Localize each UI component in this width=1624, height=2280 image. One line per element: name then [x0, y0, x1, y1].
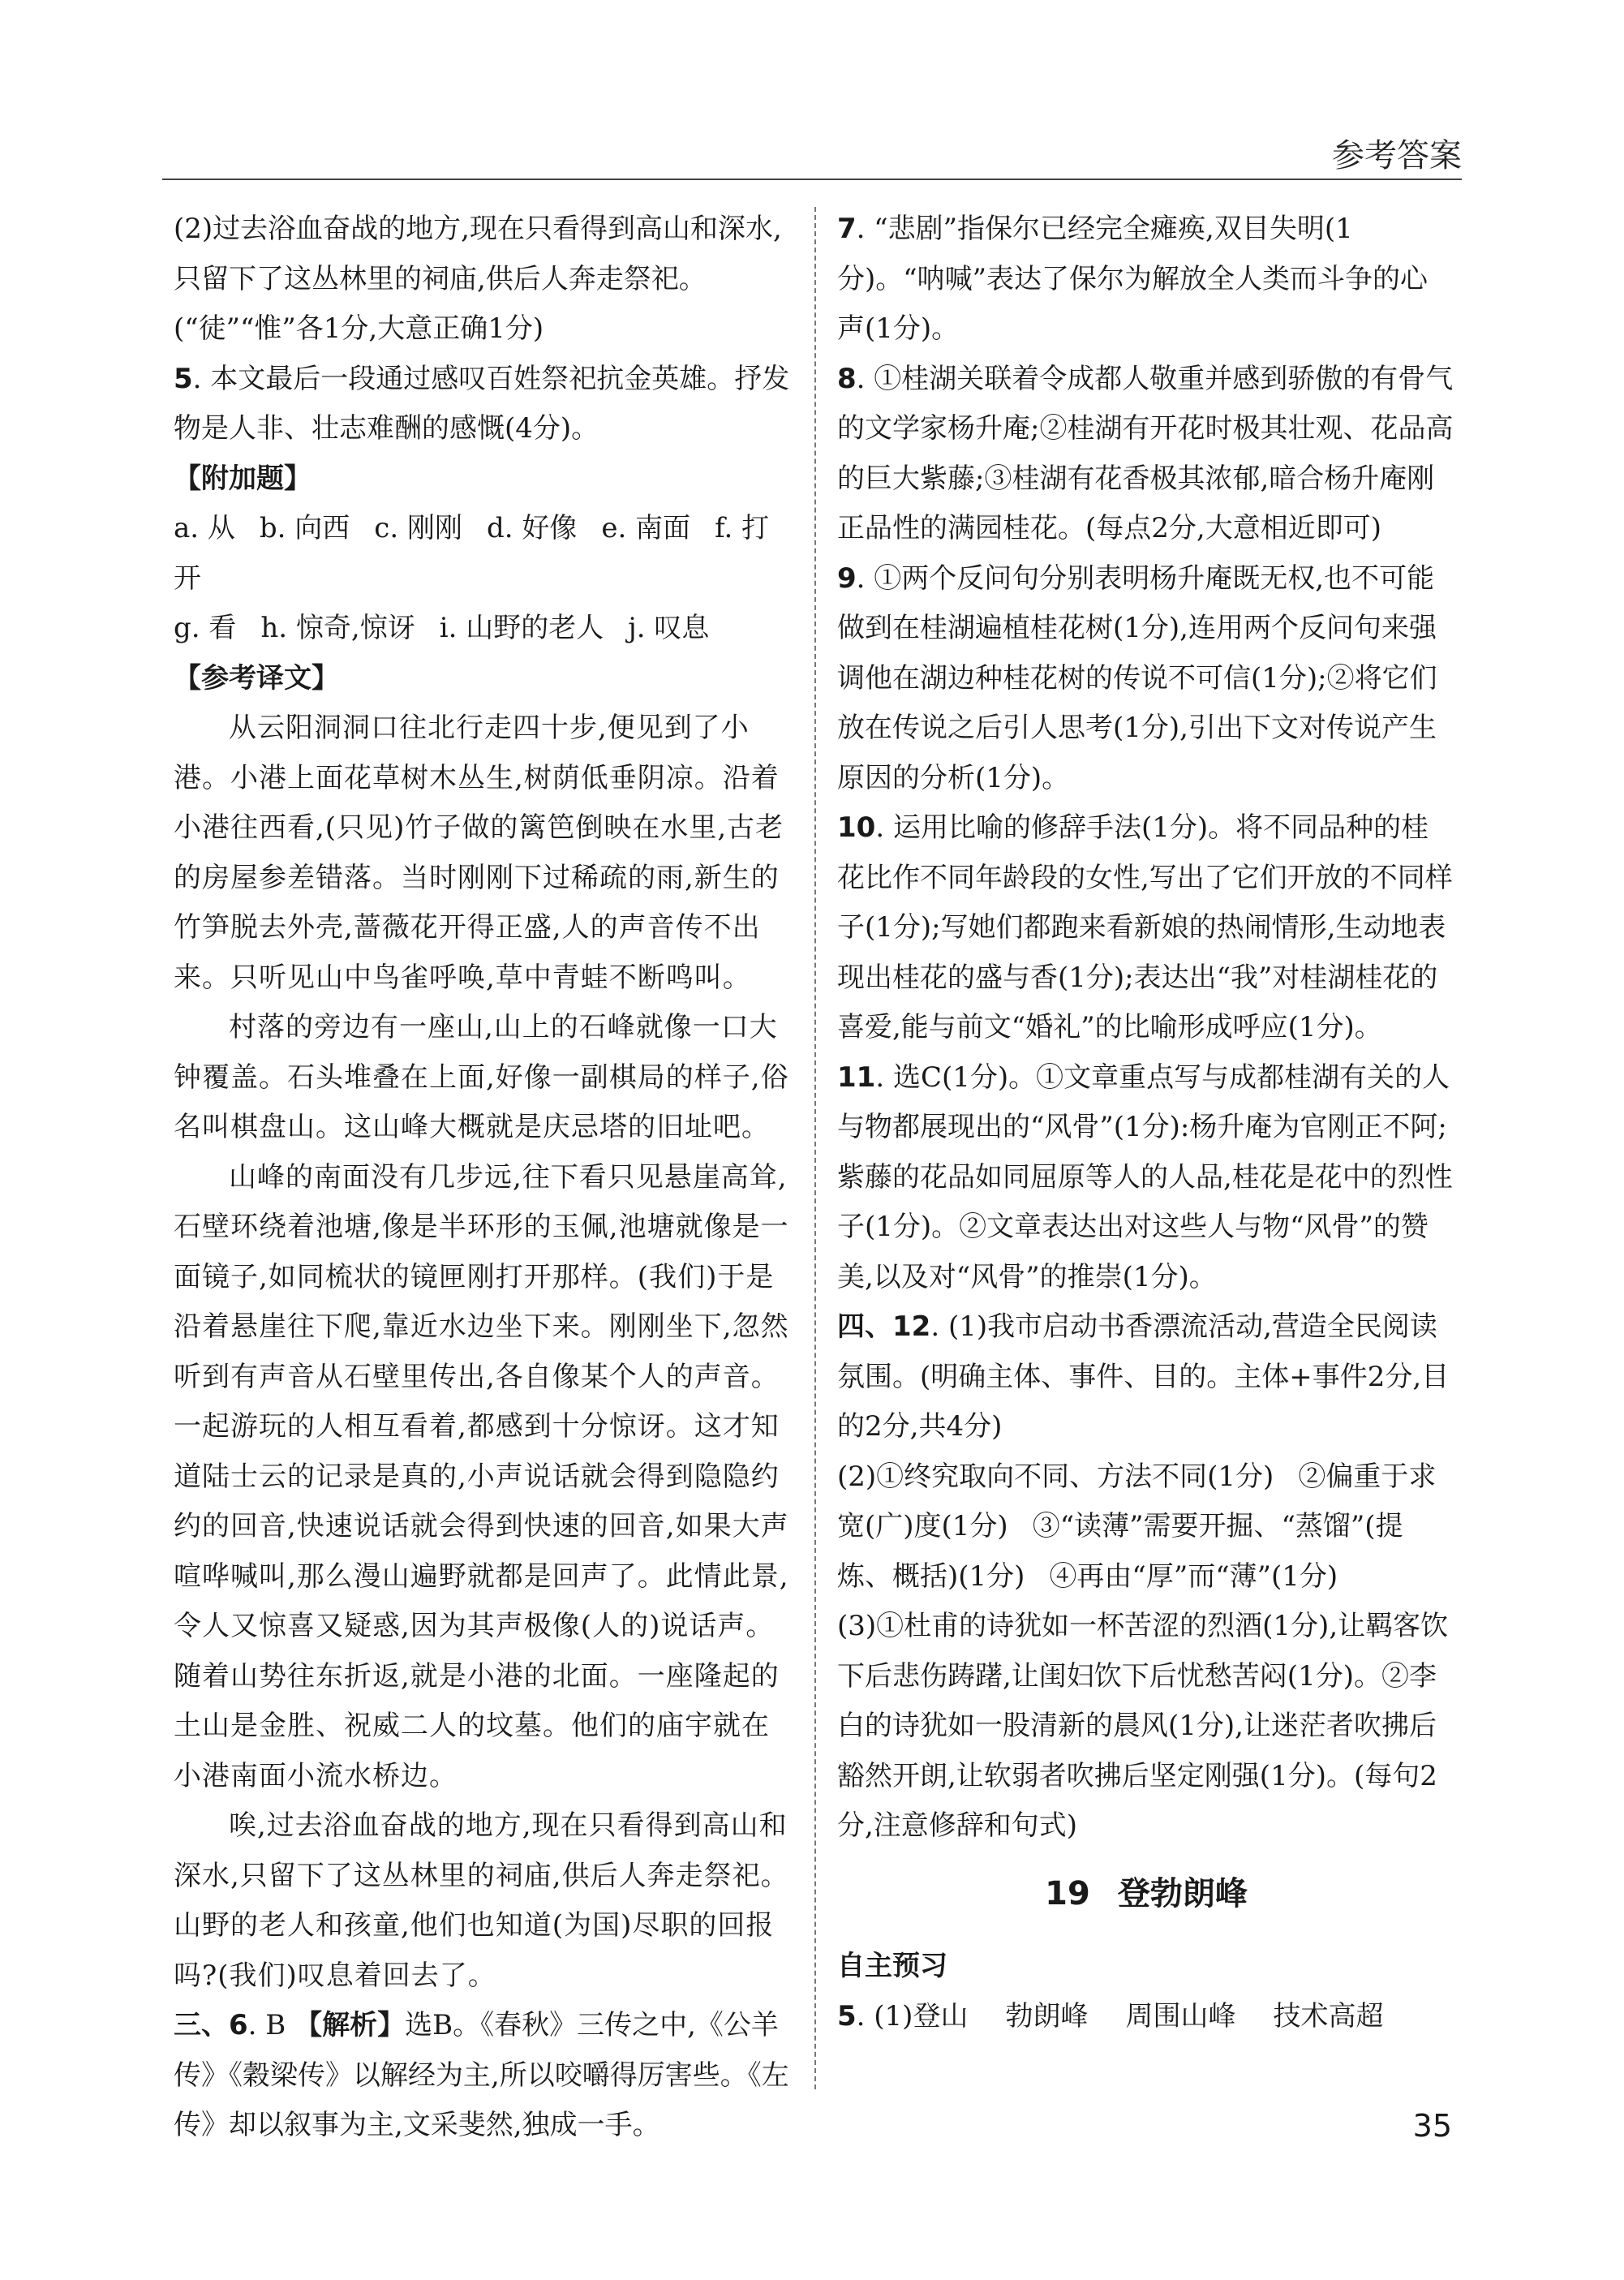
answer-text: . “悲剧”指保尔已经完全瘫痪,双目失明(1分)。“呐喊”表达了保尔为解放全人类而斗争的心声(1分)。 [837, 213, 1429, 345]
answer-text: . (1)我市启动书香漂流活动,营造全民阅读氛围。(明确主体、事件、目的。主体+事件2分,目的2分,共4分) [837, 1310, 1450, 1443]
question-number: 9 [837, 561, 857, 595]
left-column [174, 204, 790, 2151]
question-number: 7 [837, 213, 857, 245]
answer-12-2 [837, 1452, 1455, 1602]
answer-part: ③“读薄”需要开掘、“蒸馏”(提炼、概括)(1分) [837, 1510, 1403, 1593]
page-header-title: 参考答案 [1332, 137, 1462, 174]
extra-answer: d. 好像 [486, 512, 578, 544]
translation-paragraph-4: 唉,过去浴血奋战的地方,现在只看得到高山和深水,只留下了这丛林里的祠庙,供后人奔走祭祀。山野的老人和孩童,他们也知道(为国)尽职的回报吗?(我们)叹息着回去了。 [174, 1809, 789, 1992]
question-number: 5 [174, 362, 193, 395]
answer-5 [174, 355, 790, 454]
question-number: 10 [837, 811, 876, 844]
question-number: 11 [837, 1060, 876, 1094]
answer-part: ②偏重于求宽(广)度(1分) [837, 1460, 1437, 1542]
extra-answer: h. 惊奇,惊讶 [260, 612, 415, 644]
column-divider [814, 207, 816, 2089]
answer-text: . 本文最后一段通过感叹百姓祭祀抗金英雄。抒发物是人非、壮志难酬的感慨(4分)。 [174, 362, 790, 445]
answer-text: . 选C(1分)。①文章重点写与成都桂湖有关的人与物都展现出的“风骨”(1分):杨升庵为官刚正不阿;紫藤的花品如同屈原等人的人品,桂花是花中的烈性子(1分)。②文章表达出对这些人与物“风骨”的赞美,以及对“风骨”的推崇(1分)。 [837, 1060, 1453, 1293]
answer-part: 周围山峰 [1125, 1999, 1236, 2033]
header-rule [162, 179, 1462, 180]
answer-5-preview [837, 1992, 1455, 2042]
lesson-number: 19 [1045, 1874, 1090, 1912]
answer-choice: . B [247, 2009, 286, 2041]
section-title: 自主预习 [837, 1950, 947, 1982]
translation-paragraph-2: 村落的旁边有一座山,山上的石峰就像一口大钟覆盖。石头堆叠在上面,好像一副棋局的样子,俗名叫棋盘山。这山峰大概就是庆忌塔的旧址吧。 [174, 1011, 789, 1143]
answer-text: . ①两个反问句分别表明杨升庵既无权,也不可能做到在桂湖遍植桂花树(1分),连用两个反问句来强调他在湖边种桂花树的传说不可信(1分);②将它们放在传说之后引人思考(1分),引出下文对传说产生原因的分析(1分)。 [837, 561, 1437, 794]
answer-6 [174, 2001, 790, 2151]
answer-8 [837, 355, 1455, 554]
analysis-tag: 【解析】 [294, 2009, 406, 2041]
answer-12-3: (3)①杜甫的诗犹如一杯苦涩的烈酒(1分),让羁客饮下后悲伤踌躇,让闺妇饮下后忧愁苦闷(1分)。②李白的诗犹如一股清新的晨风(1分),让迷茫者吹拂后豁然开朗,让软弱者吹拂后坚定刚强(1分)。(每句2分,注意修辞和句式) [837, 1610, 1449, 1842]
answer-part: 技术高超 [1273, 1999, 1384, 2033]
extra-answers-line-2 [174, 604, 790, 654]
answer-11 [837, 1053, 1455, 1303]
answer-12-1 [837, 1302, 1455, 1452]
answer-text: . 运用比喻的修辞手法(1分)。将不同品种的桂花比作不同年龄段的女性,写出了它们开放的不同样子(1分);写她们都跑来看新娘的热闹情形,生动地表现出桂花的盛与香(1分);表达出“我”对桂湖桂花的喜爱,能与前文“婚礼”的比喻形成呼应(1分)。 [837, 811, 1453, 1043]
question-number: 四、12 [837, 1310, 931, 1343]
translation-paragraph-3: 山峰的南面没有几步远,往下看只见悬崖高耸,石壁环绕着池塘,像是半环形的玉佩,池塘就像是一面镜子,如同梳状的镜匣刚打开那样。(我们)于是沿着悬崖往下爬,靠近水边坐下来。刚刚坐下,忽然听到有声音从石壁里传出,各自像某个人的声音。一起游玩的人相互看着,都感到十分惊讶。这才知道陆士云的记录是真的,小声说话就会得到隐隐约约的回音,快速说话就会得到快速的回音,如果大声喧哗喊叫,那么漫山遍野就都是回声了。此情此景,令人又惊喜又疑惑,因为其声极像(人的)说话声。随着山势往东折返,就是小港的北面。一座隆起的土山是金胜、祝威二人的坟墓。他们的庙宇就在小港南面小流水桥边。 [174, 1160, 789, 1792]
answer-part: (2)①终究取向不同、方法不同(1分) [837, 1460, 1274, 1493]
lesson-title [837, 1869, 1455, 1920]
extra-answer: b. 向西 [259, 512, 350, 544]
reference-translation-title: 【参考译文】 [174, 661, 339, 695]
question-number: 5 [837, 1999, 857, 2033]
extra-question-title: 【附加题】 [174, 462, 311, 495]
answer-text: . ①桂湖关联着令成都人敬重并感到骄傲的有骨气的文学家杨升庵;②桂湖有开花时极其壮观、花品高的巨大紫藤;③桂湖有花香极其浓郁,暗合杨升庵刚正品性的满园桂花。(每点2分,大意相近即可) [837, 362, 1454, 544]
answer-4-2: (2)过去浴血奋战的地方,现在只看得到高山和深水,只留下了这丛林里的祠庙,供后人奔走祭祀。(“徒”“惟”各1分,大意正确1分) [174, 213, 782, 345]
extra-answer: f. 打开 [174, 512, 770, 595]
extra-answer: e. 南面 [601, 512, 691, 544]
answer-part: ④再由“厚”而“薄”(1分) [1049, 1559, 1338, 1593]
question-number: 三、6 [174, 2009, 248, 2041]
answer-10 [837, 803, 1455, 1053]
extra-answer: c. 刚刚 [374, 512, 462, 544]
answer-part: 勃朗峰 [1005, 1999, 1089, 2033]
extra-answers-line-1 [174, 504, 790, 604]
answer-part: . (1)登山 [856, 1999, 969, 2033]
extra-answer: a. 从 [174, 512, 235, 544]
page-number: 35 [1412, 2108, 1452, 2144]
extra-answer: j. 叹息 [628, 612, 710, 644]
translation-paragraph-1: 从云阳洞洞口往北行走四十步,便见到了小港。小港上面花草树木丛生,树荫低垂阴凉。沿着小港往西看,(只见)竹子做的篱笆倒映在水里,古老的房屋参差错落。当时刚刚下过稀疏的雨,新生的竹笋脱去外壳,蔷薇花开得正盛,人的声音传不出来。只听见山中鸟雀呼唤,草中青蛙不断鸣叫。 [174, 712, 784, 994]
answer-9 [837, 554, 1455, 804]
extra-answer: g. 看 [174, 612, 237, 644]
question-number: 8 [837, 362, 857, 395]
right-column [837, 204, 1455, 2041]
answer-7 [837, 204, 1455, 355]
extra-answer: i. 山野的老人 [439, 612, 604, 644]
answer-text: 选B。《春秋》三传之中,《公羊传》《穀梁传》以解经为主,所以咬嚼得厉害些。《左传》却以叙事为主,文采斐然,独成一手。 [174, 2009, 789, 2141]
lesson-name: 登勃朗峰 [1117, 1874, 1248, 1912]
